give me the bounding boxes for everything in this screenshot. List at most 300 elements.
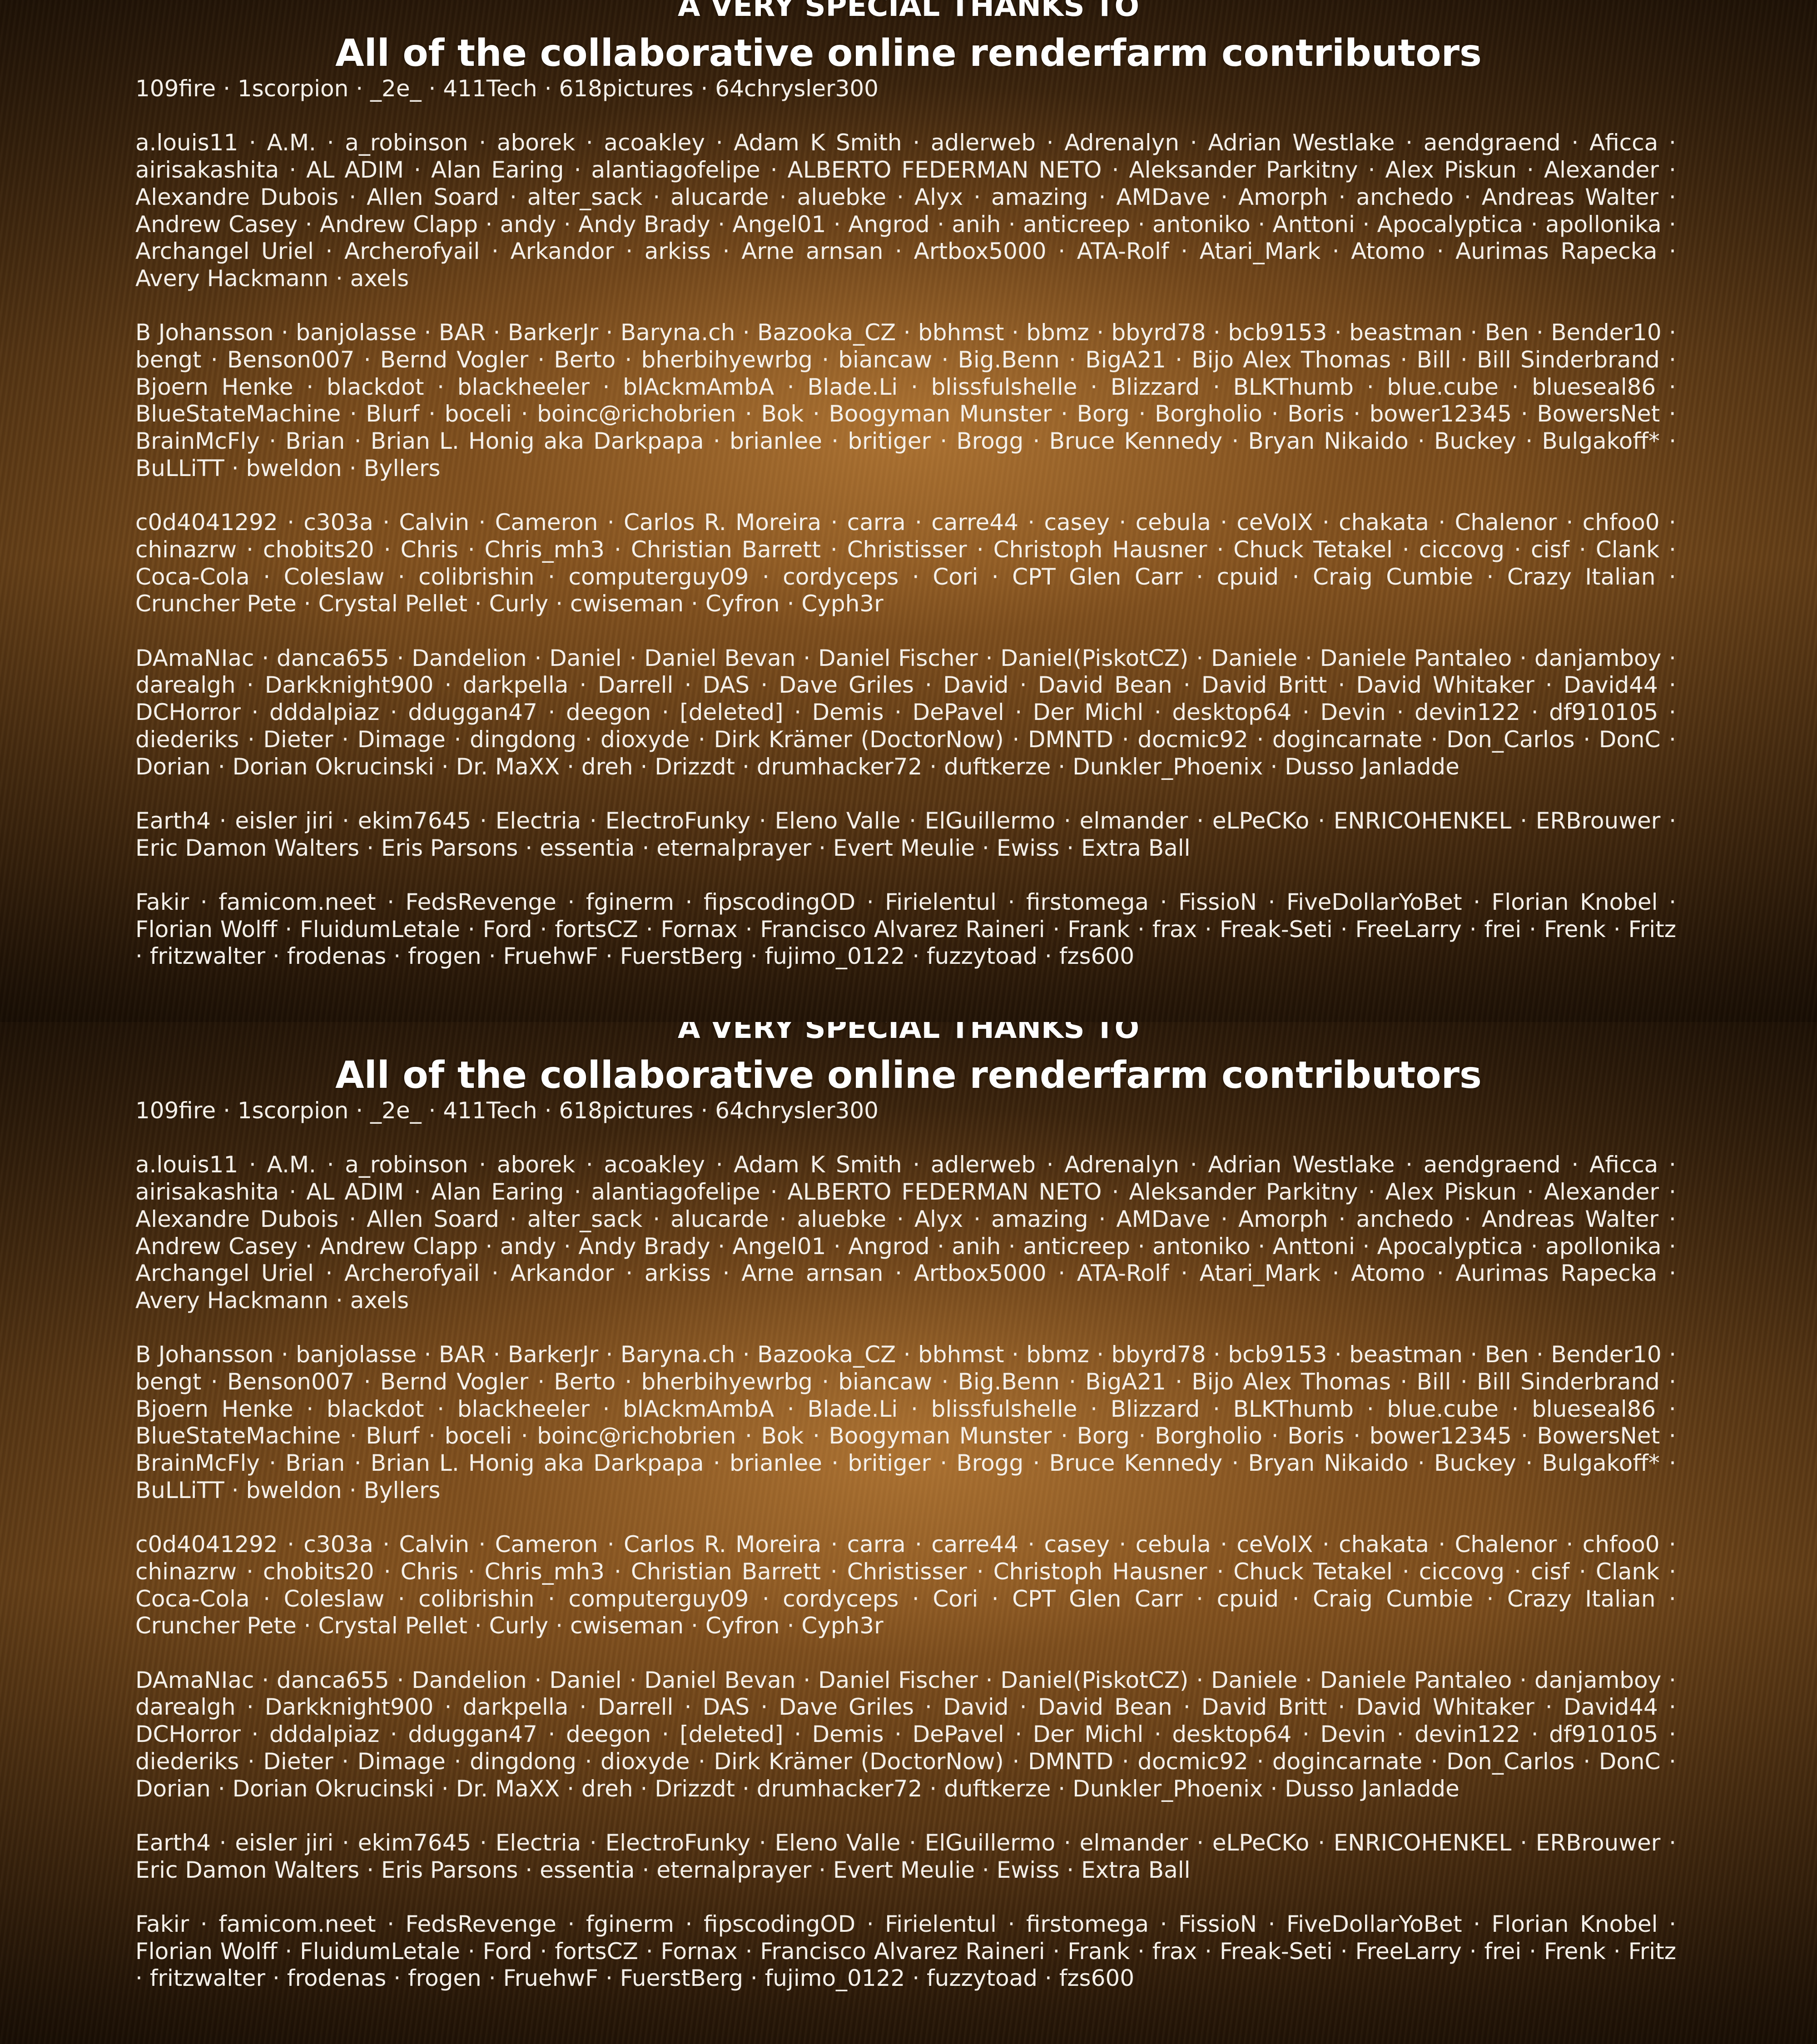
name-separator: · <box>1669 1341 1676 1368</box>
contributor-name: devin122 <box>1415 1721 1520 1747</box>
contributor-name: 109fire <box>135 75 216 102</box>
name-separator: · <box>909 1830 916 1856</box>
name-separator: · <box>653 1206 660 1232</box>
contributor-name: Cori <box>933 564 978 590</box>
contributor-name: antoniko <box>1152 1233 1251 1260</box>
name-separator: · <box>1181 1260 1188 1286</box>
name-separator: · <box>1216 536 1224 563</box>
contributor-name: Craig Cumbie <box>1313 1586 1473 1612</box>
contributor-name: ekim7645 <box>358 808 472 834</box>
contributor-name: Drizzdt <box>655 1776 735 1802</box>
contributor-name: Daniel Fischer <box>818 1667 978 1693</box>
contributor-name: Dirk Krämer (DoctorNow) <box>714 1748 1004 1775</box>
name-separator: · <box>779 184 787 210</box>
contributor-name: Christoph Hausner <box>993 1558 1207 1585</box>
contributor-name: ENRICOHENKEL <box>1334 1830 1512 1856</box>
name-separator: · <box>1669 1450 1676 1476</box>
contributor-name: Bender10 <box>1551 1341 1661 1368</box>
contributor-name: Anttoni <box>1273 211 1355 238</box>
name-separator: · <box>640 1776 647 1802</box>
contributor-name: Alexandre Dubois <box>135 184 338 210</box>
name-separator: · <box>1527 1179 1534 1205</box>
name-separator: · <box>1669 1531 1676 1558</box>
contributor-name: Bernd Vogler <box>380 1369 528 1395</box>
contributor-name: Andy Brady <box>578 211 710 238</box>
contributor-name: FedsRevenge <box>406 889 556 915</box>
contributor-name: Andreas Walter <box>1482 1206 1658 1232</box>
name-separator: · <box>1521 401 1528 427</box>
contributor-name: David Britt <box>1201 672 1327 698</box>
contributor-name: [deleted] <box>680 1721 783 1747</box>
contributor-name: Dorian Okrucinski <box>233 754 434 780</box>
contributor-name: fzs600 <box>1059 1965 1134 1991</box>
special-thanks-heading: A VERY SPECIAL THANKS TO <box>0 1022 1817 1046</box>
name-separator: · <box>1669 374 1676 400</box>
contributor-name: BLKThumb <box>1233 374 1354 400</box>
name-separator: · <box>1473 889 1480 915</box>
contributor-name: Blizzard <box>1111 1396 1200 1422</box>
name-separator: · <box>630 645 637 671</box>
contributor-name: alantiagofelipe <box>591 157 760 183</box>
contributor-name: Dr. MaXX <box>456 754 560 780</box>
contributor-name: Evert Meulie <box>833 1857 975 1883</box>
contributor-name: Devin <box>1320 1721 1385 1747</box>
name-separator: · <box>1470 319 1477 346</box>
contributor-name: Berto <box>554 347 616 373</box>
contributor-name: dduggan47 <box>408 699 537 725</box>
contributor-name: dogincarnate <box>1272 726 1422 753</box>
name-separator: · <box>393 1965 401 1991</box>
contributor-name: cisf <box>1531 536 1569 563</box>
name-separator: · <box>1520 1830 1527 1856</box>
name-separator: · <box>1438 1531 1445 1558</box>
contributor-name: boceli <box>445 1423 512 1449</box>
name-separator: · <box>770 1179 778 1205</box>
contributor-name: FluidumLetale <box>300 1938 460 1965</box>
contributor-name: Big.Benn <box>958 1369 1060 1395</box>
name-separator: · <box>1613 916 1621 943</box>
name-separator: · <box>700 1097 708 1124</box>
name-separator: · <box>614 1558 621 1585</box>
name-separator: · <box>787 1396 794 1422</box>
name-separator: · <box>1669 509 1676 536</box>
name-separator: · <box>489 943 496 969</box>
contributor-name: ElectroFunky <box>606 808 751 834</box>
contributor-name: df910105 <box>1549 1721 1658 1747</box>
contributor-name: blue.cube <box>1387 1396 1499 1422</box>
contributor-name: _2e_ <box>370 75 422 102</box>
contributor-name: c0d4041292 <box>135 1531 278 1558</box>
name-separator: · <box>1061 1423 1068 1449</box>
contributor-name: alucarde <box>670 1206 769 1232</box>
name-separator: · <box>281 319 288 346</box>
contributor-name: Daniel(PiskotCZ) <box>1000 645 1188 671</box>
name-separator: · <box>1183 672 1191 698</box>
contributor-name: Brian L. Honig aka Darkpapa <box>371 428 704 454</box>
contributor-name: colibrishin <box>418 564 534 590</box>
name-separator: · <box>716 129 723 156</box>
name-separator: · <box>1338 1694 1345 1720</box>
name-separator: · <box>813 1423 820 1449</box>
name-separator: · <box>585 1748 592 1775</box>
contributor-name: Avery Hackmann <box>135 1287 328 1314</box>
name-separator: · <box>1067 835 1074 861</box>
contributor-name: DAmaNIac <box>135 1667 254 1693</box>
name-separator: · <box>762 1586 769 1612</box>
name-separator: · <box>326 238 333 264</box>
renderfarm-contributors-title: All of the collaborative online renderfarm contributors <box>0 1052 1817 1099</box>
name-separator: · <box>356 75 363 102</box>
name-separator: · <box>760 672 768 698</box>
name-separator: · <box>424 1341 432 1368</box>
name-separator: · <box>480 808 487 834</box>
contributor-name: Dimage <box>357 726 446 753</box>
name-separator: · <box>1367 1396 1374 1422</box>
contributor-name: [deleted] <box>680 699 783 725</box>
name-separator: · <box>1566 509 1574 536</box>
contributor-name: fujimo_0122 <box>765 943 905 969</box>
contributor-name: Fritz <box>1628 1938 1676 1965</box>
name-separator: · <box>803 645 810 671</box>
contributor-name: cwiseman <box>570 590 684 617</box>
contributor-name: Curly <box>489 590 549 617</box>
name-separator: · <box>625 347 632 373</box>
name-separator: · <box>263 1586 270 1612</box>
name-separator: · <box>1437 1260 1444 1286</box>
name-separator: · <box>1047 129 1054 156</box>
name-separator: · <box>743 1341 750 1368</box>
name-separator: · <box>897 1206 904 1232</box>
contributor-name: Dorian <box>135 1776 211 1802</box>
name-separator: · <box>1318 808 1325 834</box>
contributor-name: Bender10 <box>1551 319 1661 346</box>
name-separator: · <box>1531 699 1539 725</box>
name-separator: · <box>580 1694 587 1720</box>
contributor-name: DePavel <box>913 1721 1004 1747</box>
name-separator: · <box>1258 211 1265 238</box>
contributor-name: BowersNet <box>1537 1423 1660 1449</box>
name-separator: · <box>1402 1558 1410 1585</box>
name-separator: · <box>646 916 653 943</box>
name-separator: · <box>700 75 708 102</box>
name-separator: · <box>1405 129 1413 156</box>
contributor-name: a.louis11 <box>135 129 238 156</box>
name-separator: · <box>1362 211 1370 238</box>
name-separator: · <box>941 1369 948 1395</box>
name-separator: · <box>1396 699 1404 725</box>
name-separator: · <box>1536 319 1544 346</box>
contributor-name: eisler jiri <box>235 1830 333 1856</box>
name-separator: · <box>1302 699 1310 725</box>
contributor-name: DAmaNIac <box>135 645 254 671</box>
contributor-name: Adam K Smith <box>734 1151 902 1178</box>
name-separator: · <box>1332 1260 1340 1286</box>
name-separator: · <box>1525 428 1533 454</box>
name-separator: · <box>1669 645 1676 671</box>
contributor-name: chakata <box>1339 1531 1429 1558</box>
name-separator: · <box>1216 1558 1224 1585</box>
name-separator: · <box>1669 726 1676 753</box>
contributor-name: Chris <box>401 1558 458 1585</box>
name-separator: · <box>1669 1396 1676 1422</box>
contributor-name: BlueStateMachine <box>135 401 341 427</box>
contributor-name: Aleksander Parkitny <box>1129 157 1358 183</box>
name-separator: · <box>535 645 542 671</box>
contributor-name: essentia <box>540 1857 635 1883</box>
name-separator: · <box>1367 374 1374 400</box>
contributor-name: casey <box>1044 1531 1110 1558</box>
contributor-name: Freak-Seti <box>1220 1938 1333 1965</box>
name-separator: · <box>567 1911 575 1937</box>
contributor-name: a_robinson <box>345 129 468 156</box>
contributor-name: Arne arnsan <box>741 238 883 264</box>
name-separator: · <box>867 1911 874 1937</box>
contributor-name: Borg <box>1077 1423 1130 1449</box>
name-separator: · <box>1190 129 1197 156</box>
name-separator: · <box>1008 889 1015 915</box>
contributor-name: Dr. MaXX <box>456 1776 560 1802</box>
name-separator: · <box>327 1151 334 1178</box>
name-separator: · <box>626 238 633 264</box>
contributor-name: eternalprayer <box>656 835 811 861</box>
contributor-name: Artbox5000 <box>914 1260 1047 1286</box>
contributor-name: Andy Brady <box>578 1233 710 1260</box>
name-separator: · <box>909 808 916 834</box>
name-separator: · <box>586 1151 593 1178</box>
contributor-name: FuerstBerg <box>620 943 743 969</box>
contributor-name: Bryan Nikaido <box>1248 1450 1408 1476</box>
contributor-name: Arne arnsan <box>741 1260 883 1286</box>
name-separator: · <box>745 1423 752 1449</box>
contributor-name: David44 <box>1564 672 1658 698</box>
contributor-name: c303a <box>303 509 373 536</box>
name-separator: · <box>913 1151 920 1178</box>
name-separator: · <box>646 1938 653 1965</box>
contributor-name: ekim7645 <box>358 1830 472 1856</box>
contributor-name: Chuck Tetakel <box>1233 1558 1393 1585</box>
contributor-name: banjolasse <box>296 1341 417 1368</box>
name-separator: · <box>831 1450 839 1476</box>
contributor-name: aborek <box>497 129 575 156</box>
name-separator: · <box>713 1450 720 1476</box>
name-separator: · <box>349 455 357 481</box>
name-separator: · <box>1464 1206 1471 1232</box>
name-separator: · <box>1221 1206 1228 1232</box>
contributor-name: Florian Knobel <box>1492 889 1658 915</box>
name-separator: · <box>912 1965 919 1991</box>
name-separator: · <box>1512 374 1519 400</box>
name-separator: · <box>685 672 692 698</box>
contributor-name: axels <box>350 1287 409 1314</box>
contributor-name: bbyrd78 <box>1111 1341 1206 1368</box>
contributor-name: Andrew Casey <box>135 211 298 238</box>
contributor-name: ATA-Rolf <box>1077 1260 1169 1286</box>
contributor-name: Fornax <box>661 916 738 943</box>
name-separator: · <box>822 1369 829 1395</box>
contributor-name: anchedo <box>1356 1206 1454 1232</box>
contributor-name: Clank <box>1596 536 1659 563</box>
name-separator: · <box>1028 1531 1035 1558</box>
contributor-name: dduggan47 <box>408 1721 537 1747</box>
name-separator: · <box>1069 347 1076 373</box>
name-separator: · <box>830 1558 838 1585</box>
name-separator: · <box>263 564 270 590</box>
name-separator: · <box>1338 1206 1345 1232</box>
name-separator: · <box>262 1667 269 1693</box>
contributor-name: Ford <box>483 916 532 943</box>
name-separator: · <box>982 835 989 861</box>
contributor-name: carra <box>847 509 906 536</box>
contributor-name: blackheeler <box>457 374 590 400</box>
name-separator: · <box>354 1450 362 1476</box>
name-separator: · <box>485 211 492 238</box>
name-separator: · <box>1058 1776 1065 1802</box>
name-separator: · <box>397 1667 404 1693</box>
name-separator: · <box>454 726 462 753</box>
name-separator: · <box>510 184 517 210</box>
contributor-name: Darkknight900 <box>265 1694 434 1720</box>
name-separator: · <box>468 536 475 563</box>
name-separator: · <box>1669 1586 1676 1612</box>
name-separator: · <box>992 1586 999 1612</box>
contributor-name: Daniele <box>1211 1667 1297 1693</box>
contributor-name: fuzzytoad <box>927 1965 1038 1991</box>
name-separator: · <box>606 943 613 969</box>
contributor-name: DMNTD <box>1028 726 1113 753</box>
contributor-name: Eric Damon Walters <box>135 835 359 861</box>
contributor-name: Christisser <box>847 1558 967 1585</box>
name-separator: · <box>287 509 294 536</box>
contributor-name: devin122 <box>1415 699 1520 725</box>
contributor-name: ERBrouwer <box>1536 1830 1661 1856</box>
name-separator: · <box>1190 1151 1197 1178</box>
contributor-name: eLPeCKo <box>1212 808 1310 834</box>
contributor-name: frax <box>1152 1938 1197 1965</box>
name-separator: · <box>1669 1558 1676 1585</box>
name-separator: · <box>1669 1830 1676 1856</box>
contributor-name: Crazy Italian <box>1507 564 1656 590</box>
contributor-name: FiveDollarYoBet <box>1286 889 1462 915</box>
name-separator: · <box>429 75 436 102</box>
contributor-name: Adrenalyn <box>1064 129 1179 156</box>
name-separator: · <box>819 1857 826 1883</box>
contributor-name: _2e_ <box>370 1097 422 1124</box>
name-separator: · <box>1045 1965 1052 1991</box>
name-separator: · <box>356 1097 363 1124</box>
contributor-name: DAS <box>703 1694 750 1720</box>
contributor-name: Amorph <box>1238 184 1328 210</box>
name-separator: · <box>1112 1179 1119 1205</box>
name-separator: · <box>830 536 838 563</box>
name-separator: · <box>1305 1667 1312 1693</box>
name-separator: · <box>904 1341 911 1368</box>
contributor-name: ciccovg <box>1419 536 1504 563</box>
name-separator: · <box>1353 401 1360 427</box>
name-separator: · <box>521 401 528 427</box>
contributor-name: Alexandre Dubois <box>135 1206 338 1232</box>
name-separator: · <box>1097 1341 1104 1368</box>
contributor-name: Aficca <box>1589 1151 1658 1178</box>
name-separator: · <box>491 1260 499 1286</box>
name-separator: · <box>1137 1938 1145 1965</box>
name-separator: · <box>1154 699 1162 725</box>
contributor-name: Blizzard <box>1111 374 1200 400</box>
name-separator: · <box>281 1341 288 1368</box>
contributor-name: AMDave <box>1116 1206 1210 1232</box>
name-separator: · <box>1396 1721 1404 1747</box>
name-separator: · <box>1469 916 1477 943</box>
contributor-name: andy <box>500 1233 556 1260</box>
contributor-name: cpuid <box>1217 564 1279 590</box>
contributor-name: fzs600 <box>1059 943 1134 969</box>
contributor-name: Fakir <box>135 889 189 915</box>
name-separator: · <box>1402 536 1410 563</box>
contributor-name: Chalenor <box>1455 1531 1557 1558</box>
contributor-name: brianlee <box>730 1450 822 1476</box>
contributor-name: BigA21 <box>1085 1369 1166 1395</box>
name-separator: · <box>915 1531 922 1558</box>
name-separator: · <box>556 1612 563 1639</box>
name-separator: · <box>249 129 256 156</box>
contributor-name: BrainMcFly <box>135 1450 260 1476</box>
name-separator: · <box>414 1179 421 1205</box>
name-separator: · <box>468 916 475 943</box>
contributor-name: Bruce Kennedy <box>1049 1450 1223 1476</box>
contributor-name: Dirk Krämer (DoctorNow) <box>714 726 1004 753</box>
name-separator: · <box>742 754 750 780</box>
contributor-name: acoakley <box>604 1151 705 1178</box>
contributor-name: Freak-Seti <box>1220 916 1333 943</box>
name-separator: · <box>626 1260 633 1286</box>
contributor-name: Alex Piskun <box>1385 157 1517 183</box>
contributor-name: Adam K Smith <box>734 129 902 156</box>
contributor-name: Anttoni <box>1273 1233 1355 1260</box>
contributor-name: arkiss <box>645 238 711 264</box>
name-separator: · <box>1525 1450 1533 1476</box>
name-separator: · <box>1473 1911 1480 1937</box>
contributor-name: Earth4 <box>135 808 211 834</box>
contributor-name: Baryna.ch <box>621 1341 735 1368</box>
name-separator: · <box>1122 726 1129 753</box>
name-separator: · <box>342 726 349 753</box>
contributor-name: banjolasse <box>296 319 417 346</box>
name-separator: · <box>1205 1938 1212 1965</box>
contributor-name: Darrell <box>598 1694 674 1720</box>
name-separator: · <box>940 1450 947 1476</box>
name-separator: · <box>479 129 486 156</box>
name-separator: · <box>510 1206 517 1232</box>
name-separator: · <box>911 1396 918 1422</box>
contributor-name: Andrew Clapp <box>320 211 478 238</box>
contributor-name: aendgraend <box>1424 129 1561 156</box>
contributor-name: DCHorror <box>135 699 241 725</box>
name-separator: · <box>574 1179 581 1205</box>
name-separator: · <box>603 1396 610 1422</box>
contributor-name: chobits20 <box>263 536 374 563</box>
name-separator: · <box>691 590 698 617</box>
name-separator: · <box>1669 1694 1676 1720</box>
name-separator: · <box>1231 428 1239 454</box>
contributor-name: Eric Damon Walters <box>135 1857 359 1883</box>
contributor-name: Bill <box>1417 347 1451 373</box>
contributor-name: Avery Hackmann <box>135 265 328 292</box>
contributor-name: ceVoIX <box>1236 509 1313 536</box>
contributor-name: Clank <box>1596 1558 1659 1585</box>
contributor-name: docmic92 <box>1137 726 1248 753</box>
name-separator: · <box>1099 184 1106 210</box>
contributor-name: Brian L. Honig aka Darkpapa <box>371 1450 704 1476</box>
name-separator: · <box>723 1260 730 1286</box>
